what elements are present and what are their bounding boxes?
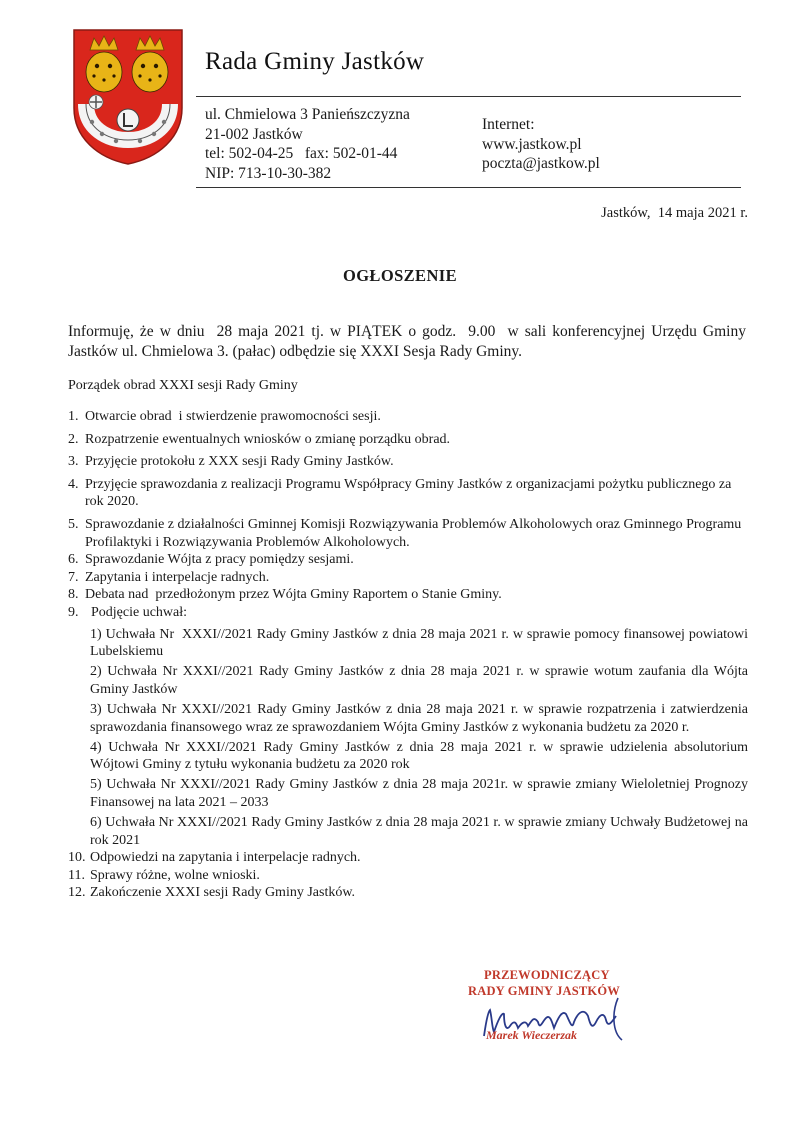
address-phone-fax: tel: 502-04-25 fax: 502-01-44 <box>205 145 398 162</box>
list-item: 10. Odpowiedzi na zapytania i interpelacje radnych. <box>68 850 361 866</box>
list-item: 12. Zakończenie XXXI sesji Rady Gminy Jastków. <box>68 885 356 901</box>
resolution-item: 2) Uchwała Nr XXXI//2021 Rady Gminy Jastków z dnia 28 maja 2021 r. w sprawie wotum zaufania dla Wójta Gminy Jastków <box>90 664 748 697</box>
list-item: 9. Podjęcie uchwał: <box>68 604 188 620</box>
organization-name: Rada Gminy Jastków <box>205 48 425 75</box>
resolution-item: 3) Uchwała Nr XXXI//2021 Rady Gminy Jastków z dnia 28 maja 2021 r. w sprawie rozpatrzenia i zatwierdzenia sprawozdania finansowego wraz ze sprawozdaniem Wójta Gminy Jastków z wykonania budżetu za 2020 r. <box>90 701 748 735</box>
agenda-heading: Porządek obrad XXXI sesji Rady Gminy <box>68 378 298 393</box>
list-item: 6. Sprawozdanie Wójta z pracy pomiędzy sesjami. <box>68 552 354 568</box>
cross-icon <box>89 95 103 109</box>
document-title: OGŁOSZENIE <box>342 266 458 285</box>
letter-l-emblem-icon <box>117 109 139 131</box>
header-divider-top <box>196 96 741 97</box>
stamp-title: PRZEWODNICZĄCY <box>484 968 610 982</box>
document-date: Jastków, 14 maja 2021 r. <box>601 205 748 221</box>
coat-of-arms-logo <box>70 26 186 166</box>
resolution-item: 5) Uchwała Nr XXXI//2021 Rady Gminy Jastków z dnia 28 maja 2021r. w sprawie zmiany Wieloletniej Prognozy Finansowej na lata 2021 – 2033 <box>90 777 748 810</box>
resolution-item: 4) Uchwała Nr XXXI//2021 Rady Gminy Jastków z dnia 28 maja 2021 r. w sprawie udzielenia absolutorium Wójtowi Gminy z tytułu wykonania budżetu za 2020 rok <box>90 739 748 773</box>
chairman-stamp <box>462 968 642 1058</box>
website-link[interactable]: www.jastkow.pl <box>482 135 582 153</box>
resolution-item: 1) Uchwała Nr XXXI//2021 Rady Gminy Jastków z dnia 28 maja 2021 r. w sprawie pomocy finansowej powiatowi Lubelskiemu <box>90 626 752 660</box>
list-item: 7. Zapytania i interpelacje radnych. <box>68 569 270 585</box>
agenda-list <box>68 408 752 902</box>
contact-block <box>482 115 600 174</box>
address-street: ul. Chmielowa 3 Panieńszczyzna <box>205 106 410 123</box>
email-link[interactable]: poczta@jastkow.pl <box>482 155 600 172</box>
list-item: 11. Sprawy różne, wolne wnioski. <box>68 867 260 883</box>
signatory-name: Marek Wieczerzak <box>486 1028 577 1042</box>
list-item: 3. Przyjęcie protokołu z XXX sesji Rady Gminy Jastków. <box>68 454 394 470</box>
address-city: 21-002 Jastków <box>205 125 303 143</box>
list-item: 5. Sprawozdanie z działalności Gminnej Komisji Rozwiązywania Problemów Alkoholowych oraz Gminnego Programu Profilaktyki i Rozwiązywania Problemów Alkoholowych. <box>68 516 742 550</box>
header-divider-bottom <box>196 187 741 188</box>
contact-label: Internet: <box>482 116 535 133</box>
list-item: 4. Przyjęcie sprawozdania z realizacji Programu Współpracy Gminy Jastków z organizacjami pożytku publicznego za rok 2020. <box>68 476 732 510</box>
address-block <box>205 105 410 183</box>
list-item: 2. Rozpatrzenie ewentualnych wniosków o zmianę porządku obrad. <box>68 431 451 447</box>
resolution-item: 6) Uchwała Nr XXXI//2021 Rady Gminy Jastków z dnia 28 maja 2021 r. w sprawie zmiany Uchwały Budżetowej na rok 2021 <box>90 814 748 848</box>
intro-paragraph: Informuję, że w dniu 28 maja 2021 tj. w PIĄTEK o godz. 9.00 w sali konferencyjnej Urzędu Gminy Jastków ul. Chmielowa 3. (pałac) odbędzie się XXXI Sesja Rady Gminy. <box>68 323 750 360</box>
list-item: 1. Otwarcie obrad i stwierdzenie prawomocności sesji. <box>68 409 381 424</box>
list-item: 8. Debata nad przedłożonym przez Wójta Gminy Raportem o Stanie Gminy. <box>68 587 502 603</box>
stamp-body: RADY GMINY JASTKÓW <box>468 984 620 998</box>
address-nip: NIP: 713-10-30-382 <box>205 164 332 182</box>
